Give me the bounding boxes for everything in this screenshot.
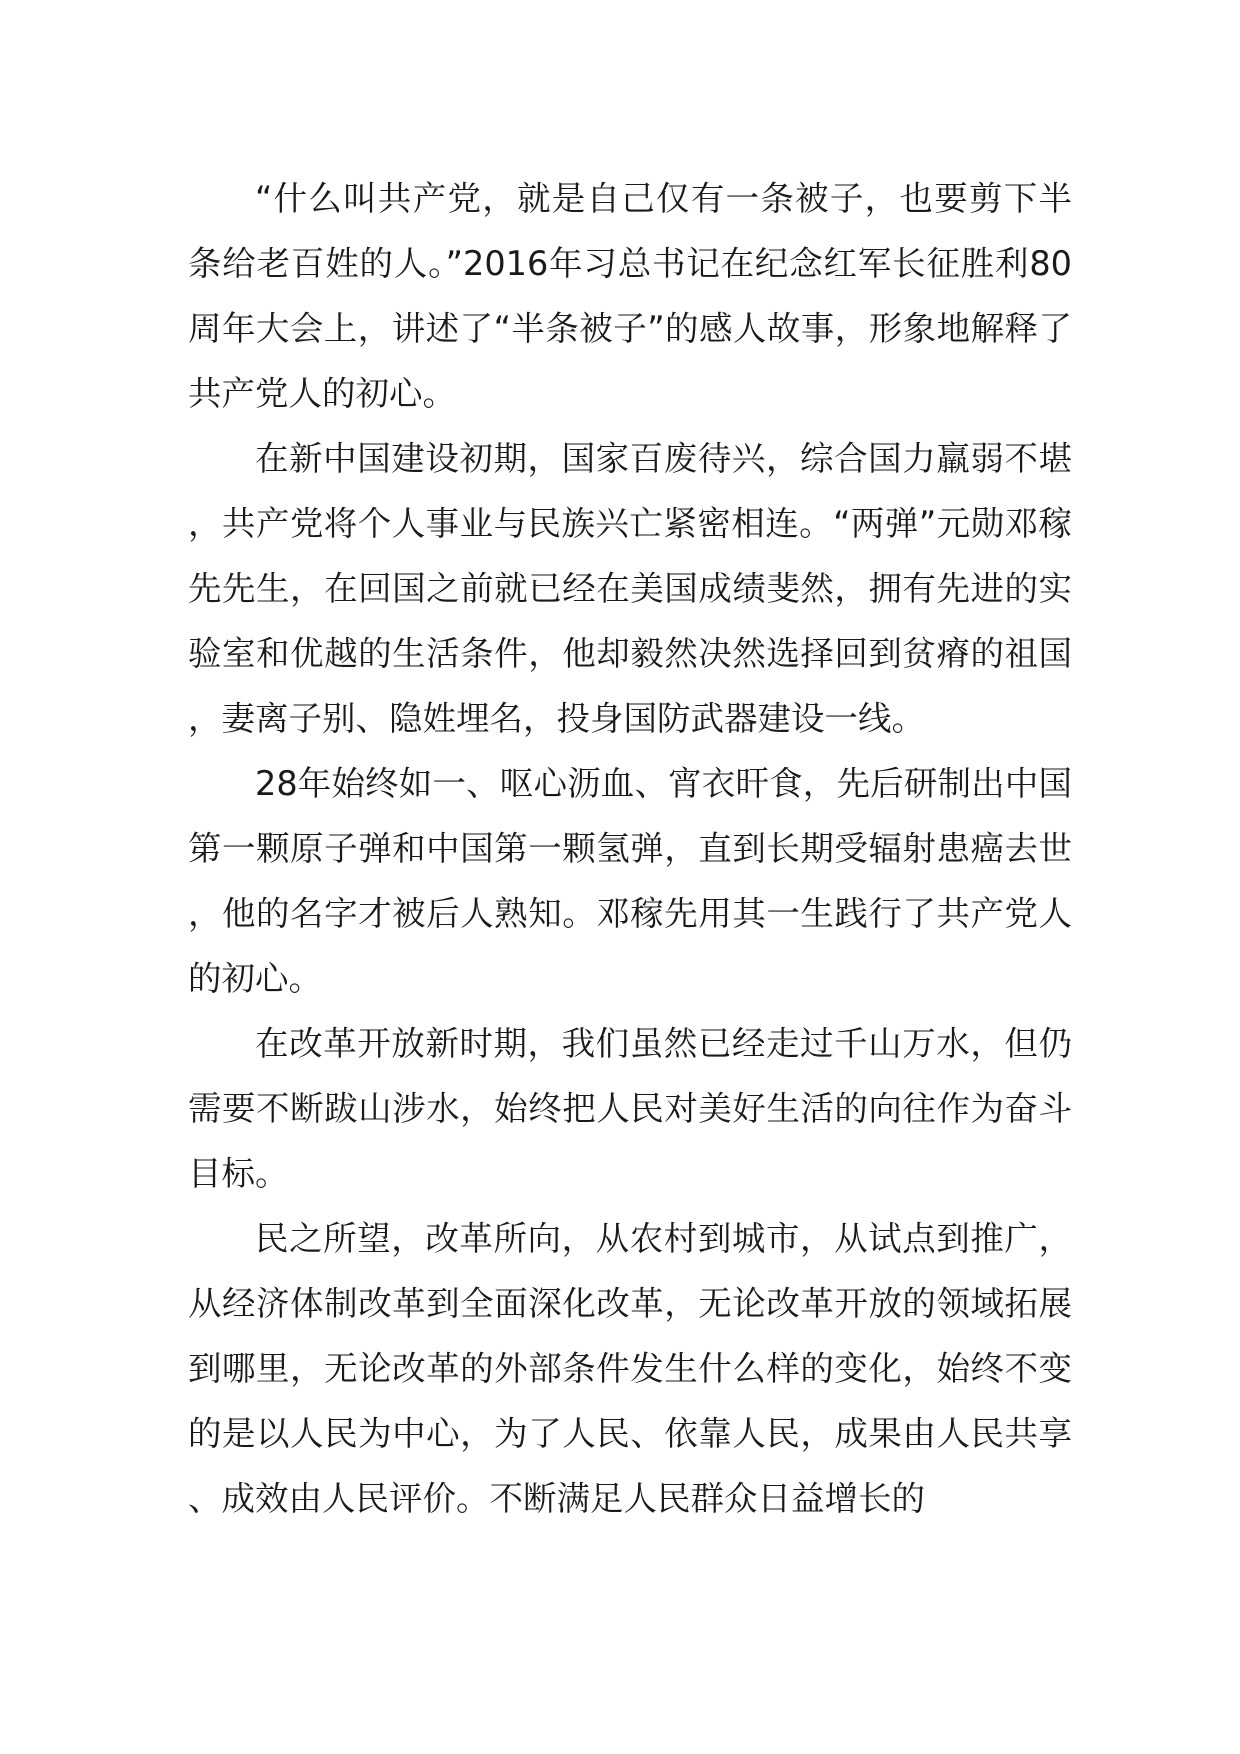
paragraph-half-quilt: “什么叫共产党，就是自己仅有一条被子，也要剪下半条给老百姓的人。”2016年习总书记在纪念红军长征胜利80周年大会上，讲述了“半条被子”的感人故事，形象地解释了共产党人的初心。 — [188, 179, 1072, 413]
paragraph-reform-era: 在改革开放新时期，我们虽然已经走过千山万水，但仍需要不断跋山涉水，始终把人民对美好生活的向往作为奋斗目标。 — [188, 1024, 1072, 1193]
paragraph-people-centered: 民之所望，改革所向，从农村到城市，从试点到推广，从经济体制改革到全面深化改革，无论改革开放的领域拓展到哪里，无论改革的外部条件发生什么样的变化，始终不变的是以人民为中心，为了人民、依靠人民，成果由人民共享、成效由人民评价。不断满足人民群众日益增长的 — [188, 1219, 1072, 1518]
document-body — [188, 166, 1072, 1531]
paragraph-early-construction: 在新中国建设初期，国家百废待兴，综合国力羸弱不堪，共产党将个人事业与民族兴亡紧密相连。“两弹”元勋邓稼先先生，在回国之前就已经在美国成绩斐然，拥有先进的实验室和优越的生活条件，他却毅然决然选择回到贫瘠的祖国，妻离子别、隐姓埋名，投身国防武器建设一线。 — [188, 439, 1072, 738]
paragraph-deng-jiaxian: 28年始终如一、呕心沥血、宵衣旰食，先后研制出中国第一颗原子弹和中国第一颗氢弹，直到长期受辐射患癌去世，他的名字才被后人熟知。邓稼先用其一生践行了共产党人的初心。 — [188, 764, 1072, 998]
